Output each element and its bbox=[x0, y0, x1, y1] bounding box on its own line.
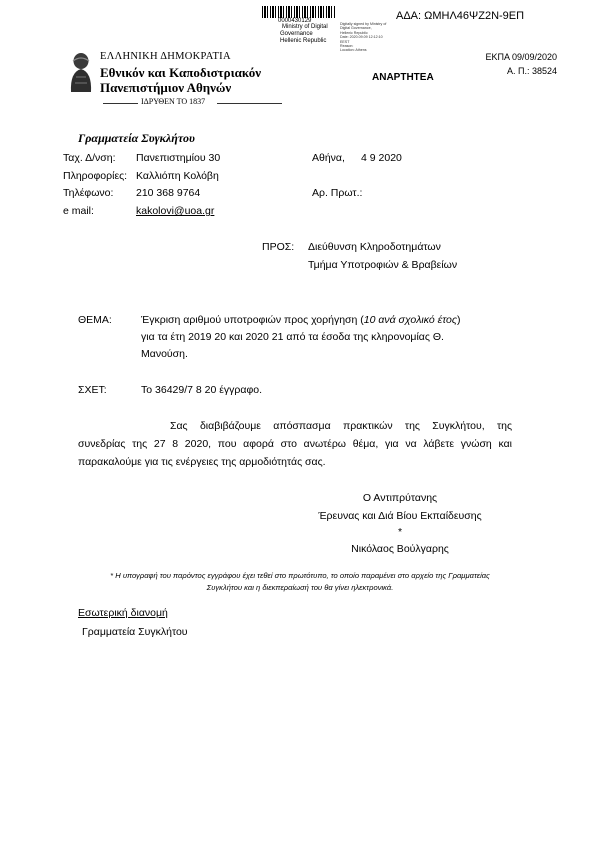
founded-rule-right bbox=[217, 103, 282, 104]
office-heading: Γραμματεία Συγκλήτου bbox=[78, 131, 195, 145]
date-city: Αθήνα, bbox=[312, 152, 345, 164]
republic-label: ΕΛΛΗΝΙΚΗ ΔΗΜΟΚΡΑΤΙΑ bbox=[100, 51, 231, 62]
ekpa-date: ΕΚΠΑ 09/09/2020 bbox=[485, 52, 557, 62]
reference-label: ΣΧΕΤ: bbox=[78, 384, 107, 396]
founded-rule-left bbox=[103, 103, 138, 104]
signer-name: Νικόλαος Βούλγαρης bbox=[351, 543, 449, 555]
email-link[interactable]: kakolovi@uoa.gr bbox=[136, 205, 215, 217]
ministry-line: Ministry of Digital bbox=[282, 24, 328, 30]
founded-label: ΙΔΡΥΘΕΝ ΤΟ 1837 bbox=[141, 97, 206, 106]
info-label: Πληροφορίες: bbox=[63, 170, 128, 182]
footnote-line1: * Η υπογραφή του παρόντος εγγράφου έχει τεθεί στο πρωτότυπο, το οποίο παραμένει στο αρχείο της Γραμματείας bbox=[110, 571, 490, 580]
phone-value: 210 368 9764 bbox=[136, 187, 201, 199]
signature-asterisk: * bbox=[397, 526, 403, 538]
digital-signature-block: Digitally signed by Ministry of Digital Governance, Hellenic Republic Date: 2020.09.09 12:12:10 EEST Reason: Location: Athens bbox=[340, 22, 387, 53]
letter-date: 4 9 2020 bbox=[361, 152, 402, 164]
address-value: Πανεπιστημίου 30 bbox=[136, 152, 221, 164]
distribution-label: Εσωτερική διανομή bbox=[78, 607, 168, 619]
posting-label: ΑΝΑΡΤΗΤΕΑ bbox=[372, 72, 434, 83]
subject-line3: Μανούση. bbox=[141, 348, 188, 360]
address-label: Ταχ. Δ/νση: bbox=[63, 152, 116, 164]
body-line2: συνεδρίας της 27 8 2020, που αφορά στο ανωτέρω θέμα, για να λάβετε γνώση και bbox=[78, 438, 512, 450]
barcode-number: 0000430129 bbox=[278, 18, 312, 24]
recipient-label: ΠΡΟΣ: bbox=[262, 241, 295, 253]
signer-role: Έρευνας και Διά Βίου Εκπαίδευσης bbox=[318, 510, 482, 522]
email-label: e mail: bbox=[63, 205, 94, 217]
footnote-line2: Συγκλήτου και η διεκπεραίωσή του θα γίνει ηλεκτρονικά. bbox=[206, 583, 394, 592]
info-value: Καλλιόπη Κολόβη bbox=[136, 170, 219, 182]
distribution-item: Γραμματεία Συγκλήτου bbox=[82, 626, 188, 638]
recipient-line2: Τμήμα Υποτροφιών & Βραβείων bbox=[308, 259, 458, 271]
university-name-line1: Εθνικόν και Καποδιστριακόν bbox=[100, 65, 262, 80]
recipient-line1: Διεύθυνση Κληροδοτημάτων bbox=[308, 241, 441, 253]
subject-label: ΘΕΜΑ: bbox=[78, 314, 112, 326]
protocol-label: Αρ. Πρωτ.: bbox=[312, 187, 363, 199]
ada-code: ΑΔΑ: ΩΜΗΛ46ΨΖ2Ν-9ΕΠ bbox=[396, 10, 525, 22]
subject-italic: 10 ανά σχολικό έτος bbox=[363, 314, 457, 326]
protocol-number: Α. Π.: 38524 bbox=[506, 66, 557, 76]
signer-title: Ο Αντιπρύτανης bbox=[362, 492, 438, 504]
ministry-line: Governance bbox=[280, 31, 313, 37]
barcode bbox=[262, 6, 336, 18]
ministry-line: Hellenic Republic bbox=[280, 38, 327, 44]
reference-value: Το 36429/7 8 20 έγγραφο. bbox=[141, 384, 263, 396]
subject-line1: Έγκριση αριθμού υποτροφιών προς χορήγηση (10 ανά σχολικό έτος) bbox=[141, 314, 461, 326]
phone-label: Τηλέφωνο: bbox=[63, 187, 114, 199]
body-line3: παρακαλούμε για τις ενέργειες της αρμοδιότητάς σας. bbox=[78, 456, 326, 468]
subject-line2: για τα έτη 2019 20 και 2020 21 από τα έσοδα της κληρονομίας Θ. bbox=[141, 331, 444, 343]
body-line1: Σας διαβιβάζουμε απόσπασμα πρακτικών της Συγκλήτου, της bbox=[170, 420, 512, 432]
university-name-line2: Πανεπιστήμιον Αθηνών bbox=[100, 80, 232, 95]
university-logo-icon bbox=[66, 52, 96, 94]
